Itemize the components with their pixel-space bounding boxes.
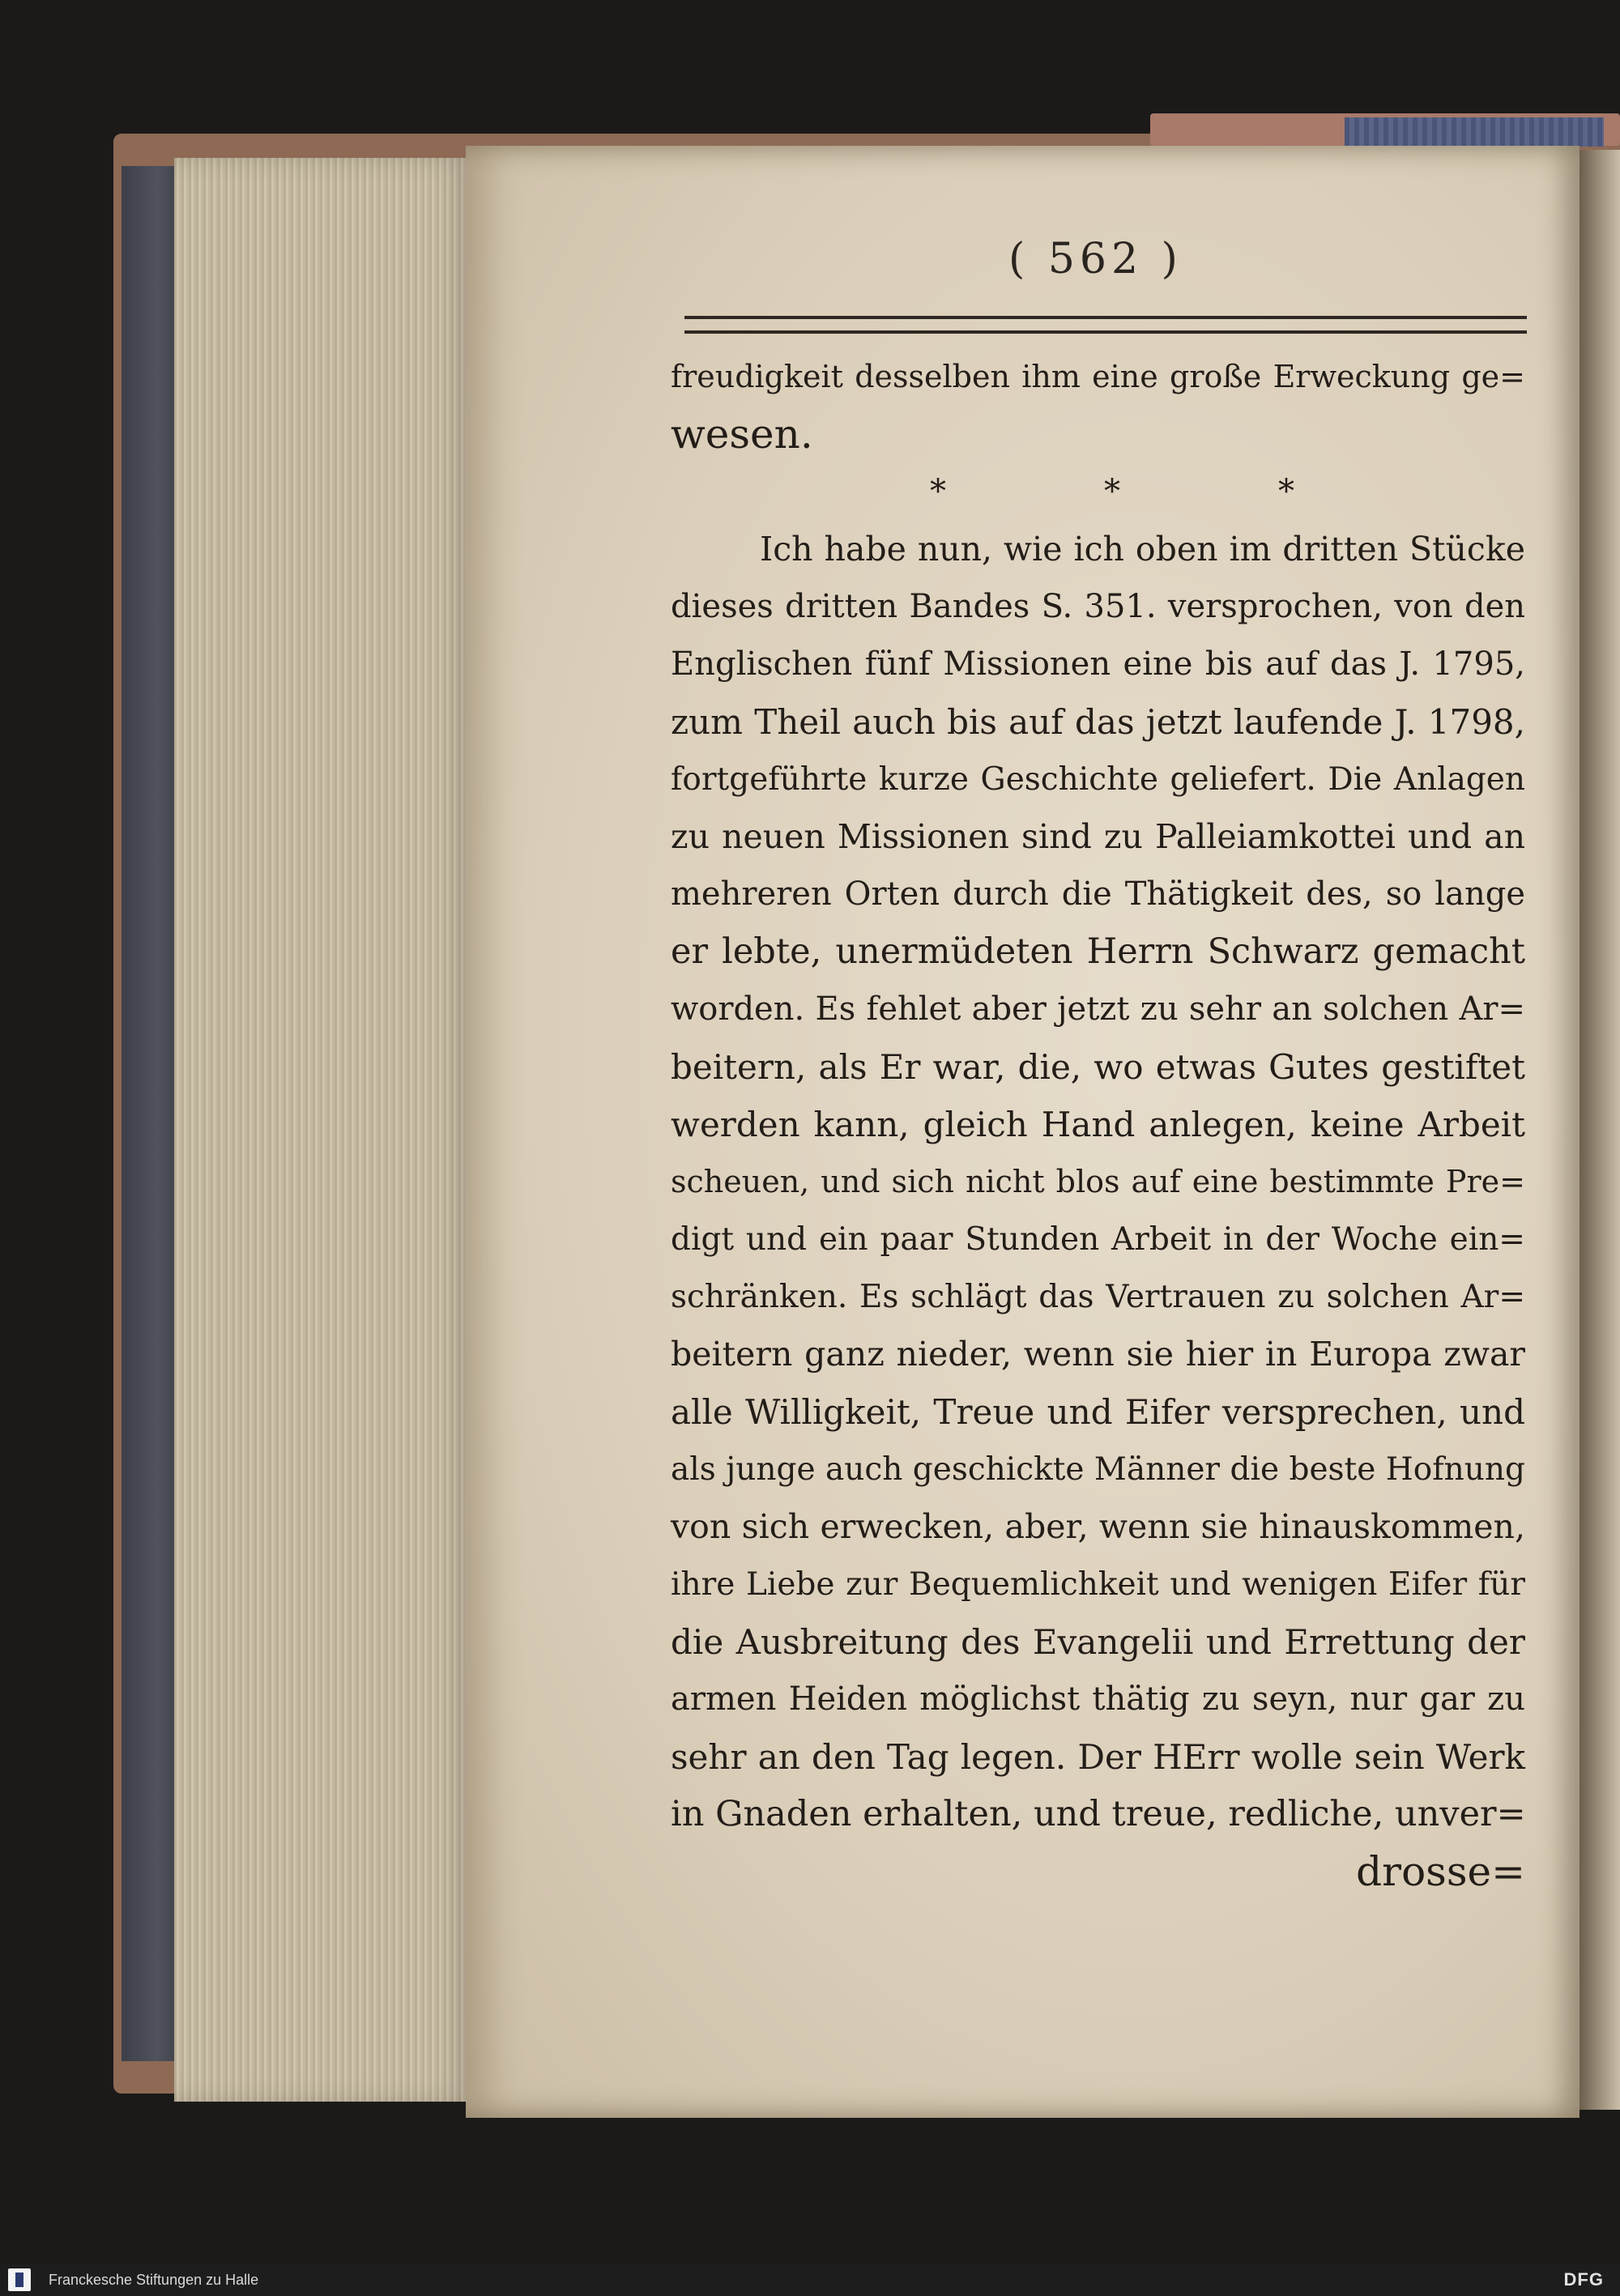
text-line: die Ausbreitung des Evangelii und Errettung der — [671, 1622, 1525, 1662]
text-line: Ich habe nun, wie ich oben im dritten Stücke — [760, 530, 1525, 569]
text-line: Englischen fünf Missionen eine bis auf das J. 1795, — [671, 645, 1525, 683]
text-line: werden kann, gleich Hand anlegen, keine Arbeit — [671, 1105, 1525, 1144]
text-line: armen Heiden möglichst thätig zu seyn, nur gar zu — [671, 1680, 1525, 1718]
text-line: zum Theil auch bis auf das jetzt laufende J. 1798, — [671, 702, 1525, 742]
text-line: von sich erwecken, aber, wenn sie hinauskommen, — [671, 1507, 1525, 1546]
text-line: schränken. Es schlägt das Vertrauen zu solchen Ar= — [671, 1279, 1525, 1315]
page-body — [671, 348, 1525, 1901]
text-line: in Gnaden erhalten, und treue, redliche, unver= — [671, 1794, 1526, 1834]
text-line: ihre Liebe zur Bequemlichkeit und wenigen Eifer für — [671, 1566, 1525, 1603]
text-line: freudigkeit desselben ihm eine große Erweckung ge= — [671, 359, 1525, 394]
page-edges — [174, 158, 474, 2102]
text-line: wesen. — [671, 411, 813, 458]
section-divider — [930, 463, 1294, 521]
institution-name: Franckesche Stiftungen zu Halle — [49, 2272, 259, 2288]
viewer-footer — [0, 2264, 1620, 2296]
dfg-logo: DFG — [1563, 2269, 1604, 2290]
text-line: er lebte, unermüdeten Herrn Schwarz gemacht — [671, 931, 1525, 972]
cloth-spine — [1345, 117, 1604, 147]
text-line: sehr an den Tag legen. Der HErr wolle sein Werk — [671, 1737, 1525, 1777]
text-line: scheuen, und sich nicht blos auf eine bestimmte Pre= — [671, 1164, 1525, 1199]
asterisk: * — [930, 473, 946, 510]
text-line: dieses dritten Bandes S. 351. versprochen, von den — [671, 588, 1525, 625]
text-line: fortgeführte kurze Geschichte geliefert. Die Anlagen — [671, 761, 1525, 798]
header-rule — [684, 316, 1527, 334]
text-line: beitern, als Er war, die, wo etwas Gutes gestiftet — [671, 1047, 1525, 1087]
text-line: zu neuen Missionen sind zu Palleiamkottei und an — [671, 817, 1525, 856]
asterisk: * — [1278, 473, 1294, 510]
asterisk: * — [1104, 473, 1120, 510]
institution-logo-icon — [8, 2268, 31, 2291]
text-line: worden. Es fehlet aber jetzt zu sehr an solchen Ar= — [671, 990, 1525, 1028]
text-line: alle Willigkeit, Treue und Eifer versprechen, und — [671, 1392, 1525, 1432]
text-line: mehreren Orten durch die Thätigkeit des, so lange — [671, 875, 1525, 913]
facing-page-edge — [1580, 150, 1620, 2110]
catchword: drosse= — [1356, 1848, 1525, 1895]
text-line: als junge auch geschickte Männer die beste Hofnung — [671, 1451, 1525, 1488]
page-number-header: ( 562 ) — [1008, 235, 1183, 283]
text-line: digt und ein paar Stunden Arbeit in der Woche ein= — [671, 1221, 1525, 1258]
text-line: beitern ganz nieder, wenn sie hier in Europa zwar — [671, 1335, 1525, 1374]
